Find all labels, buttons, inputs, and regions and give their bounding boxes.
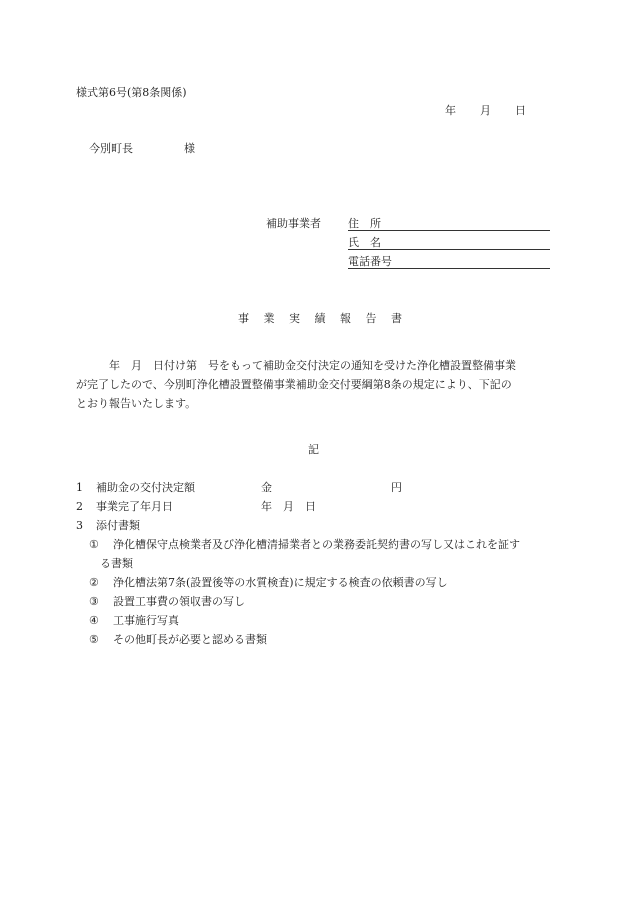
- attachment-1-line1: 浄化槽保守点検業者及び浄化槽清掃業者との業務委託契約書の写し又はこれを証す: [113, 538, 520, 551]
- item2-label: 事業完了年月日: [96, 500, 173, 513]
- addressee-name: 今別町長: [89, 142, 133, 155]
- body-line-2: が完了したので、今別町浄化槽設置整備事業補助金交付要綱第8条の規定により、下記の: [76, 378, 512, 391]
- body-line-1: 年 月 日付け第 号をもって補助金交付決定の通知を受けた浄化槽設置整備事業: [98, 359, 516, 372]
- item1-number: 1: [76, 481, 83, 494]
- applicant-label: 補助事業者: [266, 217, 321, 230]
- phone-label: 電話番号: [348, 255, 392, 268]
- addressee-honorific: 様: [184, 142, 195, 155]
- document-title: 事業実績報告書: [238, 312, 417, 325]
- attachment-1-mark: ①: [89, 538, 99, 551]
- item1-label: 補助金の交付決定額: [96, 481, 195, 494]
- address-underline: [348, 230, 550, 231]
- attachment-2-mark: ②: [89, 576, 99, 589]
- item1-prefix: 金: [261, 481, 272, 494]
- date-day: 日: [515, 104, 526, 117]
- name-underline: [348, 249, 550, 250]
- attachment-1-line2: る書類: [100, 557, 133, 570]
- date-year: 年: [445, 104, 456, 117]
- form-number: 様式第6号(第8条関係): [76, 86, 187, 99]
- attachment-5-line1: その他町長が必要と認める書類: [113, 633, 267, 646]
- attachment-4-line1: 工事施行写真: [113, 614, 179, 627]
- item3-label: 添付書類: [96, 519, 140, 532]
- name-label: 氏 名: [348, 236, 381, 249]
- attachment-3-line1: 設置工事費の領収書の写し: [113, 595, 245, 608]
- ki-heading: 記: [308, 443, 319, 456]
- attachment-2-line1: 浄化槽法第7条(設置後等の水質検査)に規定する検査の依頼書の写し: [113, 576, 448, 589]
- attachment-5-mark: ⑤: [89, 633, 99, 646]
- body-paragraph: [76, 356, 554, 413]
- body-line-3: とおり報告いたします。: [76, 397, 197, 410]
- attachment-4-mark: ④: [89, 614, 99, 627]
- item3-number: 3: [76, 519, 83, 532]
- attachment-3-mark: ③: [89, 595, 99, 608]
- date-month: 月: [480, 104, 491, 117]
- address-label: 住 所: [348, 217, 381, 230]
- item2-number: 2: [76, 500, 83, 513]
- item1-suffix: 円: [391, 481, 402, 494]
- phone-underline: [348, 268, 550, 269]
- item2-value: 年 月 日: [261, 500, 316, 513]
